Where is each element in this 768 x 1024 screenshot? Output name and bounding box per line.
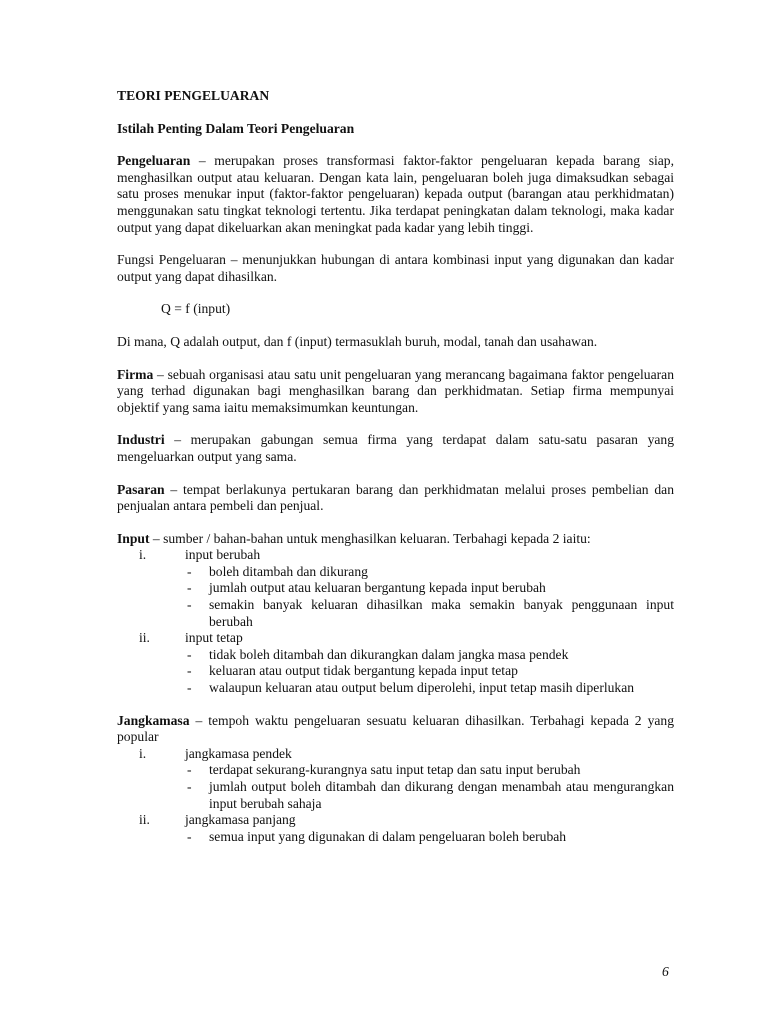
page-number: 6 (662, 964, 669, 979)
sub-list (117, 829, 674, 846)
list-number: ii. (139, 630, 150, 646)
list-item-text: semakin banyak keluaran dihasilkan maka semakin banyak penggunaan input berubah (209, 597, 674, 629)
term-pengeluaran: Pengeluaran (117, 153, 191, 169)
jangkamasa-types-list (117, 746, 674, 846)
term-jangkamasa: Jangkamasa (117, 712, 190, 728)
list-item-text: boleh ditambah dan dikurang (209, 563, 368, 579)
list-item-text: terdapat sekurang-kurangnya satu input tetap dan satu input berubah (209, 762, 581, 778)
document-page (117, 88, 674, 845)
dash-bullet: - (187, 762, 192, 778)
list-item-text: jumlah output atau keluaran bergantung kepada input berubah (209, 580, 546, 596)
dash-bullet: - (187, 779, 192, 794)
list-item-text: semua input yang digunakan di dalam pengeluaran boleh berubah (209, 828, 567, 844)
term-industri: Industri (117, 432, 165, 448)
list-item (117, 547, 674, 564)
dash-bullet: - (187, 680, 192, 696)
term-pasaran: Pasaran (117, 481, 165, 497)
list-item (117, 564, 674, 581)
list-item-text: walaupun keluaran atau output belum diperolehi, input tetap masih diperlukan (209, 680, 635, 696)
definition-industri (117, 432, 674, 465)
sub-list (117, 762, 674, 812)
list-item (117, 647, 674, 664)
dash-bullet: - (187, 563, 192, 579)
list-item (117, 762, 674, 779)
list-item (117, 580, 674, 597)
list-item (117, 829, 674, 846)
term-input: Input (117, 530, 150, 546)
definition-firma-text: – sebuah organisasi atau satu unit pengeluaran yang merancang bagaimana faktor pengeluaran yang terhad digunakan bagi menghasilkan barang dan perkhidmatan. Setiap firma mempunyai objektif yang sama iaitu memaksimumkan keuntungan. (117, 366, 674, 415)
dash-bullet: - (187, 646, 192, 662)
dash-bullet: - (187, 597, 192, 613)
sub-list (117, 564, 674, 630)
dash-bullet: - (187, 828, 192, 844)
formula-explanation: Di mana, Q adalah output, dan f (input) termasuklah buruh, modal, tanah dan usahawan. (117, 333, 598, 349)
list-item (117, 663, 674, 680)
definition-jangkamasa-text: – tempoh waktu pengeluaran sesuatu keluaran dihasilkan. Terbahagi kepada 2 yang popular (117, 712, 674, 745)
list-item-label: jangkamasa panjang (185, 812, 296, 828)
dash-bullet: - (187, 663, 192, 679)
list-number: i. (139, 547, 147, 563)
list-item (117, 779, 674, 812)
list-item (117, 746, 674, 763)
dash-bullet: - (187, 580, 192, 596)
sub-list (117, 647, 674, 697)
definition-pasaran (117, 482, 674, 515)
list-item-label: jangkamasa pendek (185, 745, 292, 761)
term-firma: Firma (117, 366, 154, 382)
definition-input-text: – sumber / bahan-bahan untuk menghasilkan keluaran. Terbahagi kepada 2 iaitu: (149, 530, 591, 546)
list-item-label: input berubah (185, 547, 261, 563)
definition-pasaran-text: – tempat berlakunya pertukaran barang dan perkhidmatan melalui proses pembelian dan penjualan antara pembeli dan penjual. (117, 481, 674, 514)
document-title: TEORI PENGELUARAN (117, 88, 270, 103)
list-number: i. (139, 745, 147, 761)
list-item-text: tidak boleh ditambah dan dikurangkan dalam jangka masa pendek (209, 646, 569, 662)
definition-firma (117, 367, 674, 417)
list-item (117, 812, 674, 829)
list-item-text: jumlah output boleh ditambah dan dikurang dengan menambah atau mengurangkan input berubah sahaja (209, 779, 674, 811)
list-item (117, 630, 674, 647)
production-formula: Q = f (input) (161, 301, 231, 317)
definition-industri-text: – merupakan gabungan semua firma yang terdapat dalam satu-satu pasaran yang mengeluarkan output yang sama. (117, 432, 674, 464)
definition-fungsi: Fungsi Pengeluaran – menunjukkan hubungan di antara kombinasi input yang digunakan dan kadar output yang dapat dihasilkan. (117, 252, 674, 284)
definition-jangkamasa (117, 713, 674, 746)
list-item-label: input tetap (185, 630, 243, 646)
definition-input (117, 531, 674, 548)
list-item-text: keluaran atau output tidak bergantung kepada input tetap (209, 663, 518, 679)
input-types-list (117, 547, 674, 696)
list-item (117, 680, 674, 697)
list-item (117, 597, 674, 630)
list-number: ii. (139, 812, 150, 828)
definition-pengeluaran-text: – merupakan proses transformasi faktor-faktor pengeluaran kepada barang siap, menghasilkan output atau keluaran. Dengan kata lain, pengeluaran boleh juga dimaksudkan sebagai satu proses menukar input (faktor-faktor pengeluaran) kepada output (barangan atau perkhidmatan) menggunakan satu tingkat teknologi tertentu. Jika terdapat peningkatan dalam teknologi, maka kadar output yang dapat dikeluarkan akan meningkat pada kadar yang lebih tinggi. (117, 153, 674, 235)
section-subtitle: Istilah Penting Dalam Teori Pengeluaran (117, 120, 355, 136)
definition-pengeluaran (117, 153, 674, 236)
